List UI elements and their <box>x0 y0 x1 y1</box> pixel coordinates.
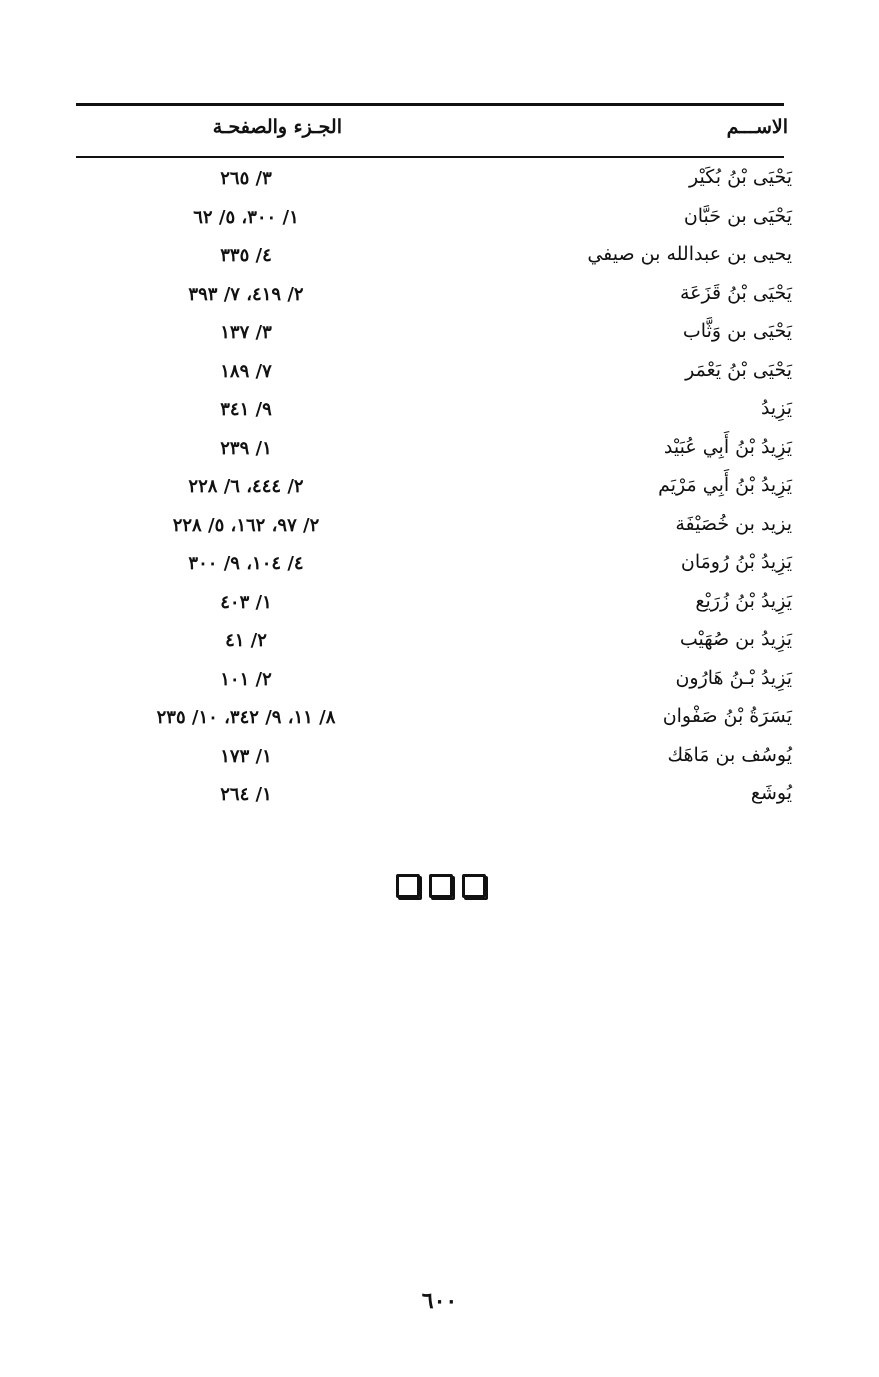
table-row <box>76 547 792 586</box>
entry-pages: ٣/ ١٣٧ <box>220 322 272 343</box>
entry-name: يَحْيَى بن وَثَّاب <box>682 320 792 342</box>
top-rule <box>76 103 784 106</box>
index-table <box>76 162 792 817</box>
entry-name: يَسَرَةُ بْنُ صَفْوان <box>662 705 792 727</box>
table-row <box>76 470 792 509</box>
entry-pages: ٣/ ٢٦٥ <box>220 168 272 189</box>
entry-name: يَزِيدُ بْنُ رُومَان <box>680 551 792 573</box>
entry-pages: ٢/ ٤٤٤، ٦/ ٢٢٨ <box>188 476 304 497</box>
pages-column-header: الجـزء والصفحـة <box>212 116 342 138</box>
entry-pages: ١/ ٣٠٠، ٥/ ٦٢ <box>193 206 299 228</box>
table-row <box>76 740 792 779</box>
entry-pages: ٢/ ٤١٩، ٧/ ٣٩٣ <box>188 283 304 305</box>
entry-name: يَزِيدُ بْنُ أَبِي عُبَيْد <box>663 435 792 458</box>
table-row <box>76 701 792 740</box>
entry-pages: ١/ ٢٣٩ <box>220 437 272 459</box>
header-rule <box>76 156 784 158</box>
table-row <box>76 432 792 471</box>
table-row <box>76 624 792 663</box>
table-row <box>76 162 792 201</box>
entry-pages: ٤/ ١٠٤، ٩/ ٣٠٠ <box>188 553 304 574</box>
table-row <box>76 778 792 817</box>
table-row <box>76 355 792 394</box>
page-number: ٦٠٠ <box>421 1288 458 1314</box>
entry-pages: ٤/ ٣٣٥ <box>220 245 272 266</box>
entry-name: يَحْيَى بْنُ بُكَيْر <box>689 166 792 188</box>
table-row <box>76 278 792 317</box>
entry-name: يَزِيدُ <box>760 397 792 419</box>
entry-name: يحيى بن عبدالله بن صيفي <box>587 243 792 265</box>
table-row <box>76 586 792 625</box>
entry-pages: ٧/ ١٨٩ <box>220 360 272 382</box>
entry-name: يَزِيدُ بْنُ زُرَيْع <box>695 589 792 612</box>
entry-name: يَحْيَى بْنُ قَزَعَة <box>679 281 792 304</box>
table-row <box>76 239 792 278</box>
square-ornament-icon <box>396 874 420 898</box>
entry-name: يُوشَع <box>750 782 792 804</box>
entry-pages: ١/ ٤٠٣ <box>220 591 272 613</box>
entry-pages: ٨/ ١١، ٩/ ٣٤٢، ١٠/ ٢٣٥ <box>156 707 336 728</box>
entry-pages: ٢/ ٤١ <box>225 630 267 651</box>
table-row <box>76 201 792 240</box>
table-row <box>76 316 792 355</box>
square-ornament-icon <box>429 874 453 898</box>
entry-name: يَزِيدُ بْنُ أَبِي مَرْيَم <box>658 474 792 496</box>
table-row <box>76 393 792 432</box>
entry-pages: ١/ ١٧٣ <box>220 745 272 767</box>
name-column-header: الاســـم <box>726 116 788 138</box>
entry-name: يَحْيَى بن حَبَّان <box>683 204 792 227</box>
table-row <box>76 663 792 702</box>
entry-pages: ٢/ ٩٧، ١٦٢، ٥/ ٢٢٨ <box>172 514 320 536</box>
entry-pages: ٩/ ٣٤١ <box>220 399 272 420</box>
section-end-ornament <box>396 874 488 898</box>
entry-pages: ١/ ٢٦٤ <box>220 784 272 805</box>
entry-name: يَحْيَى بْنُ يَعْمَر <box>685 358 792 381</box>
entry-pages: ٢/ ١٠١ <box>220 668 272 690</box>
table-row <box>76 509 792 548</box>
entry-name: يَزِيدُ بن صُهَيْب <box>679 628 792 650</box>
entry-name: يزيد بن خُصَيْفَة <box>675 512 792 535</box>
table-header <box>76 116 788 150</box>
entry-name: يُوسُف بن مَاهَك <box>667 743 792 766</box>
square-ornament-icon <box>462 874 486 898</box>
entry-name: يَزِيدُ بْـنُ هَارُون <box>675 666 792 689</box>
